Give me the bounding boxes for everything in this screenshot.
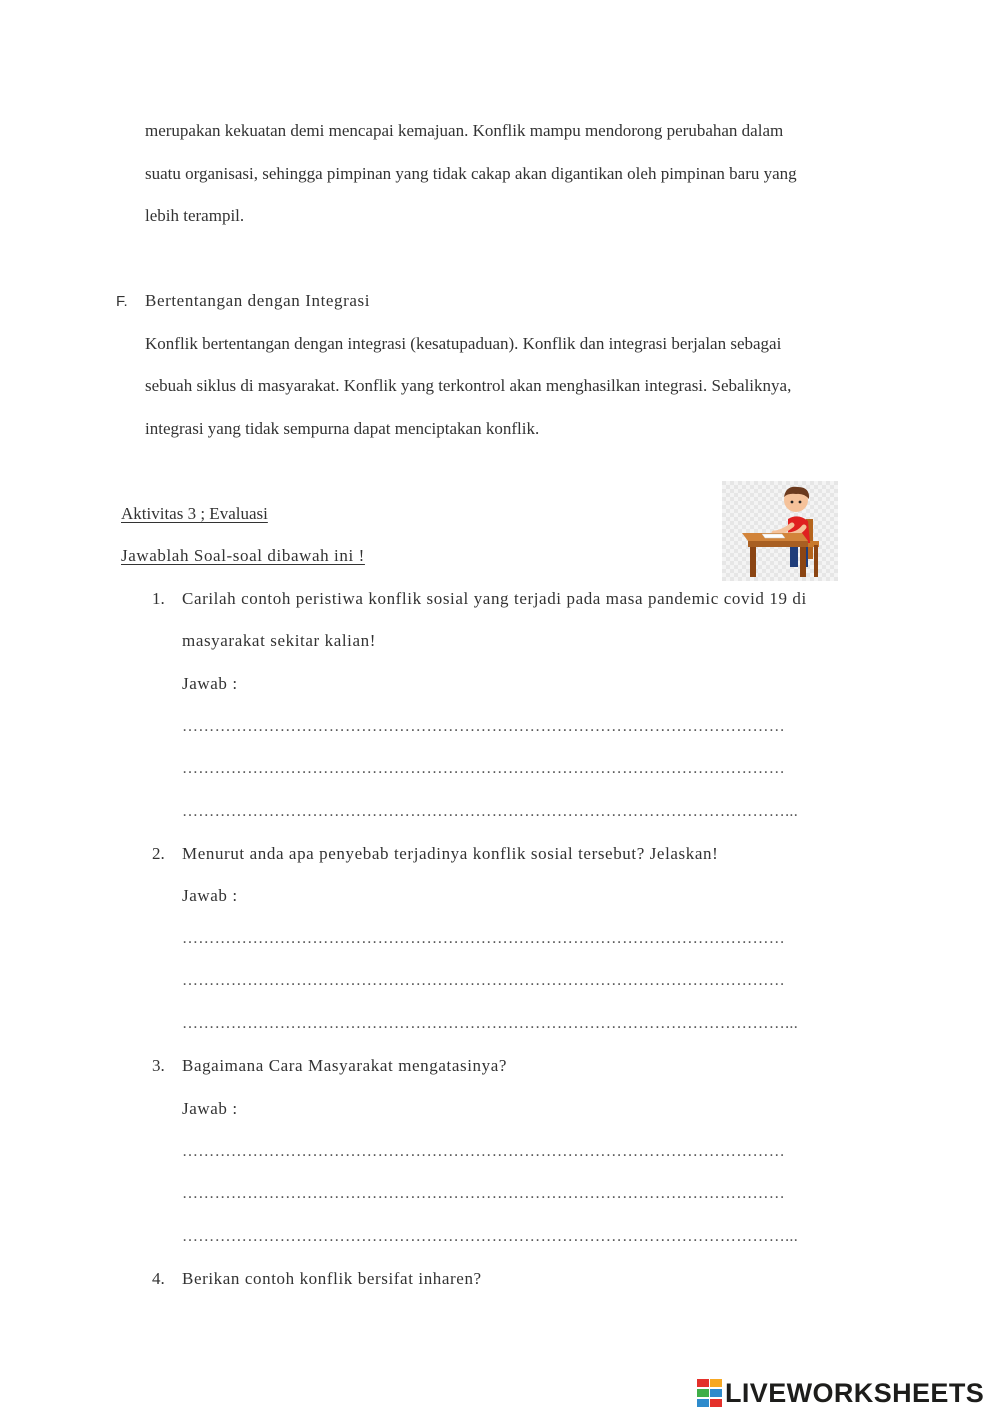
intro-line-2: suatu organisasi, sehingga pimpinan yang tidak cakap akan digantikan oleh pimpinan baru yang xyxy=(145,164,797,183)
question-2-text-line-1: Menurut anda apa penyebab terjadinya konflik sosial tersebut? Jelaskan! xyxy=(182,844,719,863)
question-1-answer-line-1[interactable]: ………………………………………………………………………………………………… xyxy=(182,718,786,735)
section-f-heading: Bertentangan dengan Integrasi xyxy=(145,291,371,310)
question-1-answer-line-2[interactable]: ………………………………………………………………………………………………… xyxy=(182,760,786,777)
intro-line-3: lebih terampil. xyxy=(145,206,245,225)
activity-title: Aktivitas 3 ; Evaluasi xyxy=(121,504,268,523)
question-3-answer-line-1[interactable]: ………………………………………………………………………………………………… xyxy=(182,1143,786,1160)
question-1-text-line-1: Carilah contoh peristiwa konflik sosial yang terjadi pada masa pandemic covid 19 di xyxy=(182,589,807,608)
question-3-number: 3. xyxy=(152,1056,165,1075)
question-3-text-line-1: Bagaimana Cara Masyarakat mengatasinya? xyxy=(182,1056,508,1075)
question-3-answer-line-2[interactable]: ………………………………………………………………………………………………… xyxy=(182,1185,786,1202)
question-4-number: 4. xyxy=(152,1269,165,1288)
question-1-number: 1. xyxy=(152,589,165,608)
question-2-answer-line-1[interactable]: ………………………………………………………………………………………………… xyxy=(182,930,786,947)
question-1-answer-label: Jawab : xyxy=(182,674,238,693)
question-2-answer-label: Jawab : xyxy=(182,886,238,905)
section-f-marker: F. xyxy=(116,293,128,310)
section-f-line-3: integrasi yang tidak sempurna dapat menciptakan konflik. xyxy=(145,419,540,438)
intro-line-1: merupakan kekuatan demi mencapai kemajuan. Konflik mampu mendorong perubahan dalam xyxy=(145,121,784,140)
student-writing-at-desk-icon xyxy=(722,481,838,581)
liveworksheets-logo[interactable] xyxy=(697,1378,984,1408)
activity-instruction: Jawablah Soal-soal dibawah ini ! xyxy=(121,546,365,565)
liveworksheets-logo-icon xyxy=(697,1379,723,1407)
question-2-answer-line-3[interactable]: …………………………………………………………………………………………………... xyxy=(182,1015,798,1032)
section-f-line-1: Konflik bertentangan dengan integrasi (kesatupaduan). Konflik dan integrasi berjalan sebagai xyxy=(145,334,782,353)
question-2-number: 2. xyxy=(152,844,165,863)
question-1-answer-line-3[interactable]: …………………………………………………………………………………………………... xyxy=(182,803,798,820)
question-4-text-line-1: Berikan contoh konflik bersifat inharen? xyxy=(182,1269,482,1288)
liveworksheets-logo-text: LIVEWORKSHEETS xyxy=(725,1377,985,1408)
question-2-answer-line-2[interactable]: ………………………………………………………………………………………………… xyxy=(182,972,786,989)
section-f-line-2: sebuah siklus di masyarakat. Konflik yang terkontrol akan menghasilkan integrasi. Sebaliknya, xyxy=(145,376,792,395)
question-3-answer-label: Jawab : xyxy=(182,1099,238,1118)
question-1-text-line-2: masyarakat sekitar kalian! xyxy=(182,631,377,650)
question-3-answer-line-3[interactable]: …………………………………………………………………………………………………... xyxy=(182,1228,798,1245)
